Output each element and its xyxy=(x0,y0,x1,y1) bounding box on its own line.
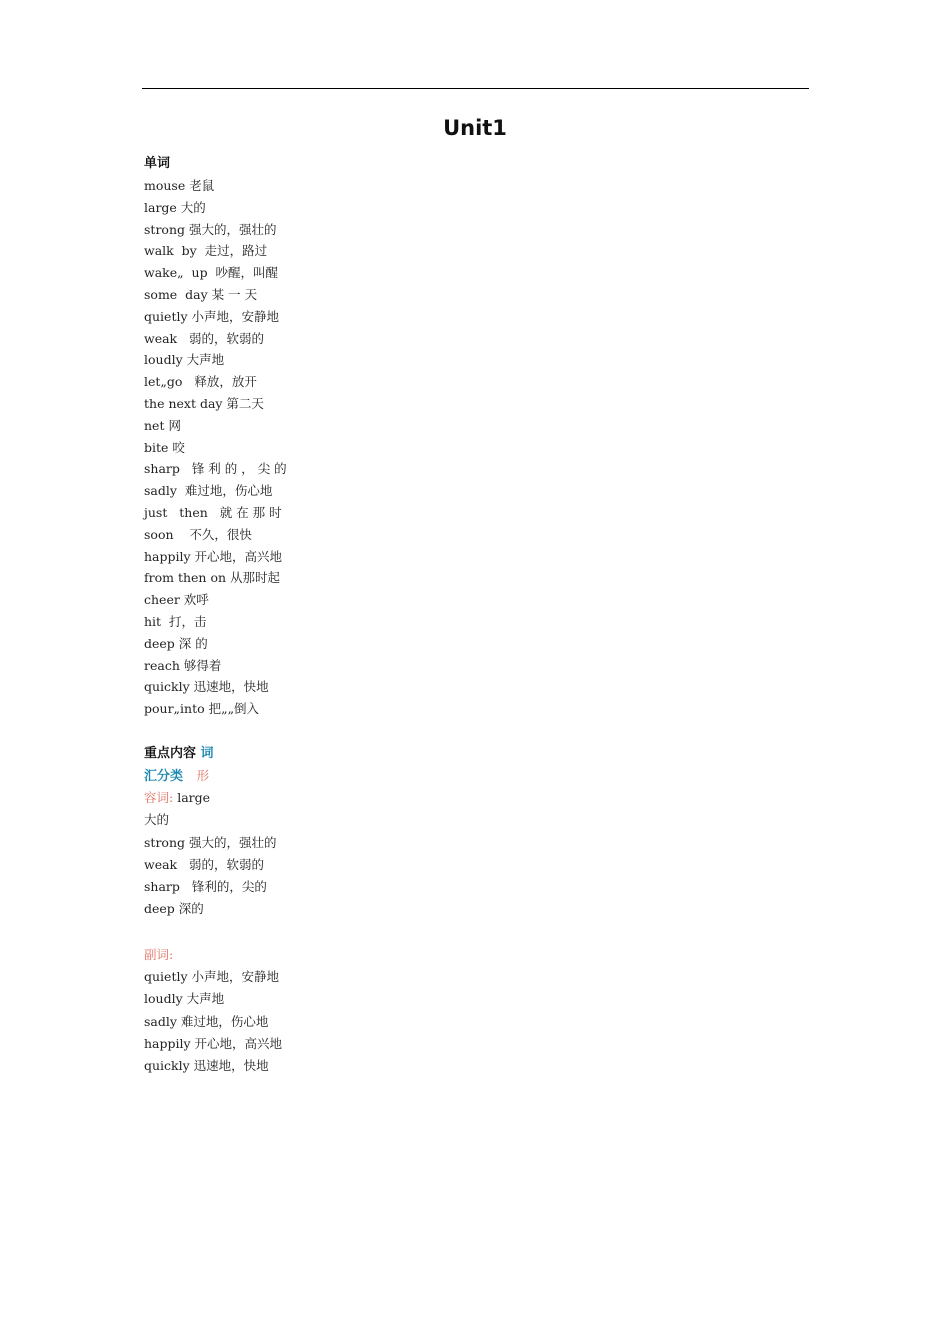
adjective-item: strong 强大的，强壮的 xyxy=(144,834,277,850)
vocab-item: cheer 欢呼 xyxy=(144,592,209,608)
vocab-item: just then 就 在 那 时 xyxy=(144,504,282,520)
adverb-item: loudly 大声地 xyxy=(144,991,225,1007)
vocab-item: reach 够得着 xyxy=(144,657,222,673)
page-title: Unit1 xyxy=(443,116,507,140)
vocab-item: soon 不久，很快 xyxy=(144,526,252,542)
vocab-item: large 大的 xyxy=(144,199,206,215)
vocab-item: wake„ up 吵醒，叫醒 xyxy=(144,265,279,281)
vocab-item: hit 打，击 xyxy=(144,613,207,629)
vocab-item: bite 咬 xyxy=(144,439,185,455)
vocab-item: loudly 大声地 xyxy=(144,352,225,368)
vocab-item: deep 深 的 xyxy=(144,635,208,651)
adverb-label: 副词: xyxy=(144,946,174,962)
adverb-item: happily 开心地，高兴地 xyxy=(144,1035,283,1051)
vocab-heading: 单词 xyxy=(144,156,171,171)
section-gap xyxy=(144,720,784,743)
adjective-label-line xyxy=(144,787,784,809)
header-rule xyxy=(142,88,809,89)
vocab-item: some day 某 一 天 xyxy=(144,286,258,302)
vocab-item: from then on 从那时起 xyxy=(144,570,280,586)
adjective-first-word: large xyxy=(177,789,211,805)
vocab-item: pour„into 把„„倒入 xyxy=(144,701,260,717)
adverb-item: quickly 迅速地，快地 xyxy=(144,1058,269,1074)
adverb-item: quietly 小声地，安静地 xyxy=(144,969,280,984)
category-heading xyxy=(144,765,784,787)
vocab-item: let„go 释放，放开 xyxy=(144,374,257,390)
key-heading-accent: 词 xyxy=(200,745,214,761)
adjective-item: deep 深的 xyxy=(144,901,204,917)
vocab-list xyxy=(144,175,784,720)
key-content-heading xyxy=(144,743,784,765)
vocab-item: sadly 难过地，伤心地 xyxy=(144,483,273,499)
vocab-item: strong 强大的，强壮的 xyxy=(144,221,277,237)
vocab-item: walk by 走过，路过 xyxy=(144,243,268,259)
vocab-item: the next day 第二天 xyxy=(144,395,264,411)
adjective-label: 容词: xyxy=(144,789,174,805)
vocab-item: quietly 小声地，安静地 xyxy=(144,308,280,324)
vocab-item: weak 弱的，软弱的 xyxy=(144,330,265,346)
adjective-item: sharp 锋利的，尖的 xyxy=(144,879,267,895)
vocab-item: quickly 迅速地，快地 xyxy=(144,679,269,695)
vocab-item: happily 开心地，高兴地 xyxy=(144,548,283,564)
category-label: 汇分类 xyxy=(144,768,184,784)
section-gap xyxy=(144,921,784,944)
vocab-item: sharp 锋 利 的 ， 尖 的 xyxy=(144,461,287,477)
vocab-item: net 网 xyxy=(144,417,181,433)
adjective-item: weak 弱的，软弱的 xyxy=(144,856,265,872)
vocab-item: mouse 老鼠 xyxy=(144,178,215,193)
adverb-list xyxy=(144,966,784,1077)
adjective-list xyxy=(144,832,784,921)
category-adj-part: 形 xyxy=(196,767,210,783)
document-body xyxy=(144,153,784,1077)
adjective-first-meaning: 大的 xyxy=(144,812,170,828)
key-heading-text: 重点内容 xyxy=(144,745,197,761)
adverb-item: sadly 难过地，伤心地 xyxy=(144,1013,269,1029)
